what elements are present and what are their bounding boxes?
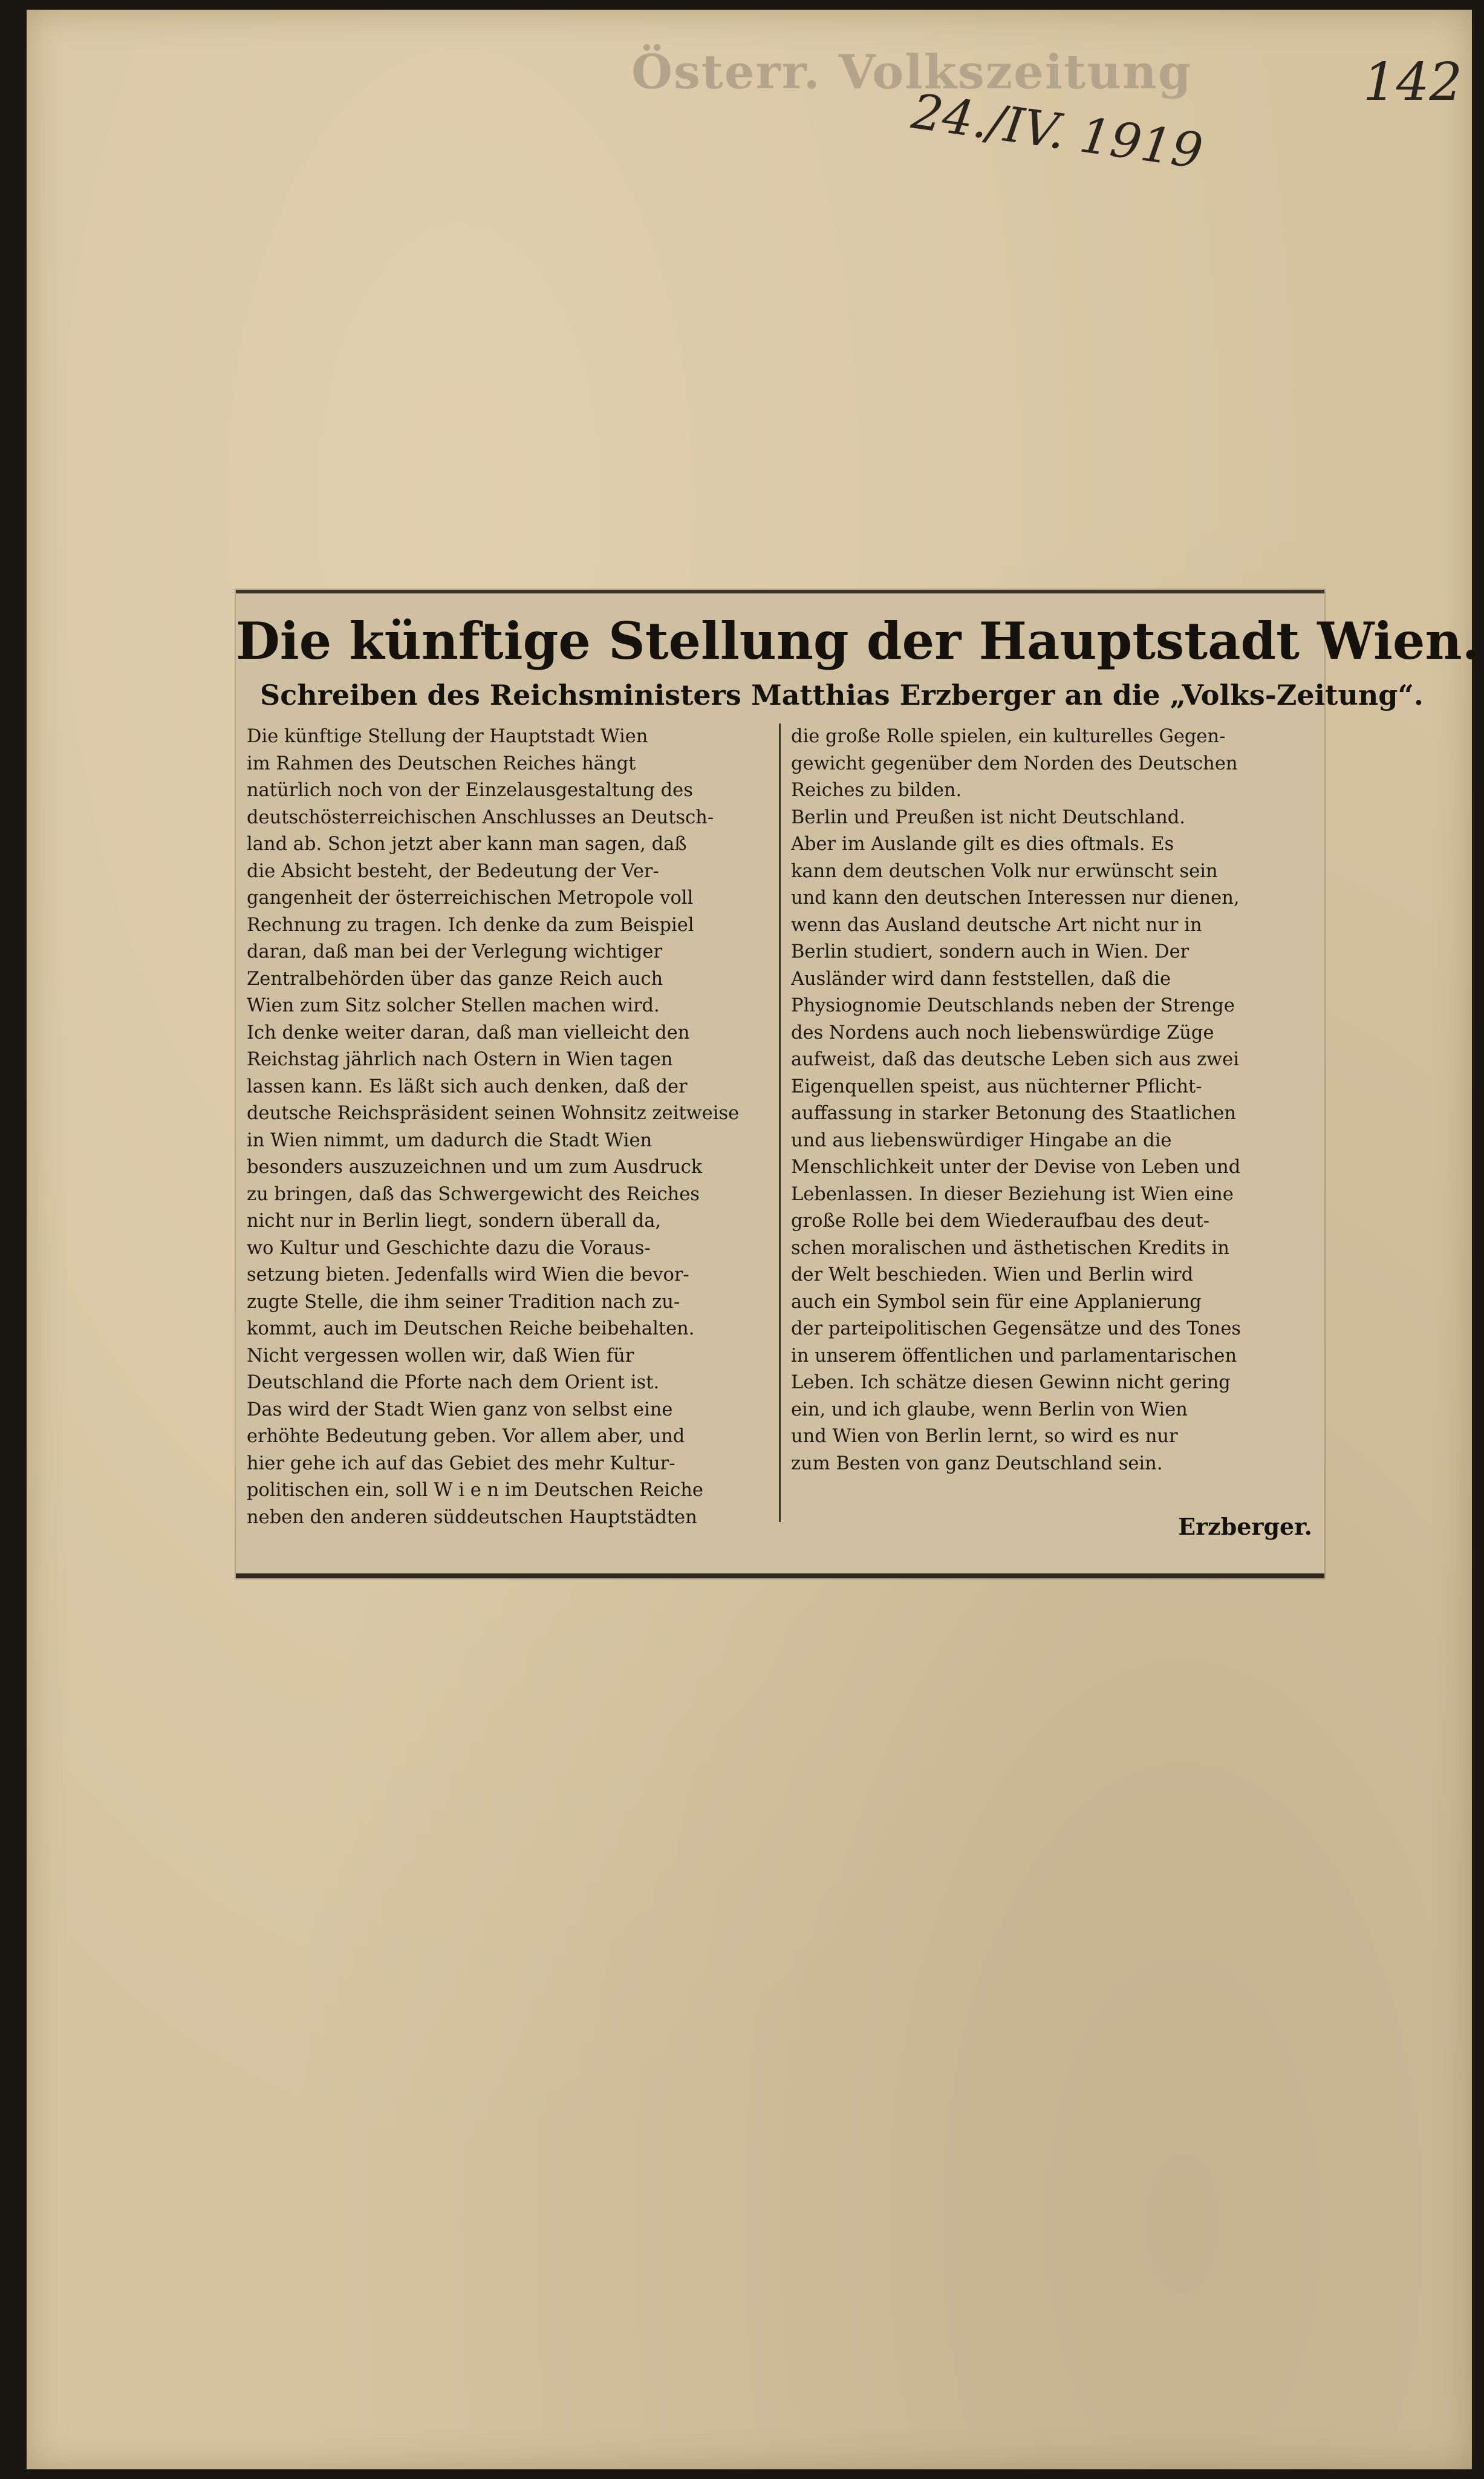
text-line: in Wien nimmt, um dadurch die Stadt Wien xyxy=(247,1129,653,1151)
text-line: der Welt beschieden. Wien und Berlin wird xyxy=(791,1264,1194,1285)
text-line: lassen kann. Es läßt sich auch denken, daß der xyxy=(247,1076,688,1097)
newspaper-clipping xyxy=(236,590,1480,1578)
text-line: die Absicht besteht, der Bedeutung der Ver- xyxy=(247,860,659,882)
text-line: gangenheit der österreichischen Metropole voll xyxy=(247,887,694,909)
text-line: Leben. Ich schätze diesen Gewinn nicht gering xyxy=(791,1372,1231,1393)
author-signature: Erzberger. xyxy=(1178,1513,1312,1540)
text-line: Berlin und Preußen ist nicht Deutschland. xyxy=(791,806,1185,828)
text-line: in unserem öffentlichen und parlamentarischen xyxy=(791,1345,1237,1367)
text-line: land ab. Schon jetzt aber kann man sagen, daß xyxy=(247,834,687,855)
text-line: Physiognomie Deutschlands neben der Strenge xyxy=(791,995,1235,1016)
text-line: Reichstag jährlich nach Ostern in Wien tagen xyxy=(247,1049,673,1070)
text-line: und aus liebenswürdiger Hingabe an die xyxy=(791,1129,1172,1151)
text-line: daran, daß man bei der Verlegung wichtiger xyxy=(247,941,663,962)
text-line: auffassung in starker Betonung des Staatlichen xyxy=(791,1103,1236,1124)
text-line: Nicht vergessen wollen wir, daß Wien für xyxy=(247,1345,634,1367)
handwritten-folio-number: 142 xyxy=(1363,52,1463,113)
text-line: schen moralischen und ästhetischen Kredits in xyxy=(791,1237,1229,1259)
text-line: Berlin studiert, sondern auch in Wien. Der xyxy=(791,941,1189,962)
text-line: Aber im Auslande gilt es dies oftmals. Es xyxy=(791,834,1174,855)
article-subheadline: Schreiben des Reichsministers Matthias Erzberger an die „Volks-Zeitung“. xyxy=(260,679,1424,711)
text-line: hier gehe ich auf das Gebiet des mehr Kultur- xyxy=(247,1452,675,1474)
text-line: Eigenquellen speist, aus nüchterner Pflicht- xyxy=(791,1076,1202,1097)
text-line: und kann den deutschen Interessen nur dienen, xyxy=(791,887,1240,909)
text-line: Zentralbehörden über das ganze Reich auch xyxy=(247,968,663,990)
column-divider xyxy=(779,723,781,1522)
text-line: Das wird der Stadt Wien ganz von selbst eine xyxy=(247,1399,673,1420)
text-line: des Nordens auch noch liebenswürdige Züge xyxy=(791,1022,1214,1044)
text-line: deutschösterreichischen Anschlusses an Deutsch- xyxy=(247,806,714,828)
text-line: große Rolle bei dem Wiederaufbau des deut- xyxy=(791,1210,1210,1232)
text-line: zugte Stelle, die ihm seiner Tradition nach zu- xyxy=(247,1291,680,1313)
text-line: die große Rolle spielen, ein kulturelles Gegen- xyxy=(791,726,1226,747)
text-line: aufweist, daß das deutsche Leben sich aus zwei xyxy=(791,1049,1239,1070)
text-line: natürlich noch von der Einzelausgestaltung des xyxy=(247,780,693,801)
handwritten-date: 24./IV. 1919 xyxy=(908,83,1206,180)
article-column-left xyxy=(247,723,772,1531)
text-line: der parteipolitischen Gegensätze und des Tones xyxy=(791,1318,1242,1339)
article-headline: Die künftige Stellung der Hauptstadt Wien. xyxy=(236,611,1480,671)
text-line: wenn das Ausland deutsche Art nicht nur in xyxy=(791,914,1202,936)
text-line: gewicht gegenüber dem Norden des Deutschen xyxy=(791,753,1238,774)
text-line: Reiches zu bilden. xyxy=(791,780,962,801)
text-line: zum Besten von ganz Deutschland sein. xyxy=(791,1452,1163,1474)
text-line: setzung bieten. Jedenfalls wird Wien die bevor- xyxy=(247,1264,689,1285)
text-line: Deutschland die Pforte nach dem Orient ist. xyxy=(247,1372,660,1393)
text-line: zu bringen, daß das Schwergewicht des Reiches xyxy=(247,1183,700,1205)
text-line: kann dem deutschen Volk nur erwünscht sein xyxy=(791,860,1218,882)
text-line: Die künftige Stellung der Hauptstadt Wien xyxy=(247,726,648,747)
text-line: Menschlichkeit unter der Devise von Leben und xyxy=(791,1157,1241,1178)
text-line: besonders auszuzeichnen und um zum Ausdruck xyxy=(247,1157,703,1178)
text-line: erhöhte Bedeutung geben. Vor allem aber, und xyxy=(247,1426,685,1447)
text-line: wo Kultur und Geschichte dazu die Voraus- xyxy=(247,1237,651,1259)
text-line: Ich denke weiter daran, daß man vielleicht den xyxy=(247,1022,690,1044)
text-line: kommt, auch im Deutschen Reiche beibehalten. xyxy=(247,1318,695,1339)
newspaper-stamp: Österr. Volkszeitung xyxy=(631,45,1193,100)
text-line: ein, und ich glaube, wenn Berlin von Wien xyxy=(791,1399,1188,1420)
text-line: im Rahmen des Deutschen Reiches hängt xyxy=(247,753,636,774)
text-line: politischen ein, soll W i e n im Deutschen Reiche xyxy=(247,1480,703,1501)
text-line: und Wien von Berlin lernt, so wird es nur xyxy=(791,1426,1178,1447)
text-line: deutsche Reichspräsident seinen Wohnsitz zeitweise xyxy=(247,1103,740,1124)
text-line: Lebenlassen. In dieser Beziehung ist Wien eine xyxy=(791,1183,1234,1205)
text-line: auch ein Symbol sein für eine Applanierung xyxy=(791,1291,1202,1313)
text-line: Rechnung zu tragen. Ich denke da zum Beispiel xyxy=(247,914,694,936)
text-line: neben den anderen süddeutschen Hauptstädten xyxy=(247,1506,697,1528)
text-line: nicht nur in Berlin liegt, sondern überall da, xyxy=(247,1210,662,1232)
text-line: Ausländer wird dann feststellen, daß die xyxy=(791,968,1171,990)
article-column-right xyxy=(791,723,1312,1477)
text-line: Wien zum Sitz solcher Stellen machen wird. xyxy=(247,995,660,1016)
